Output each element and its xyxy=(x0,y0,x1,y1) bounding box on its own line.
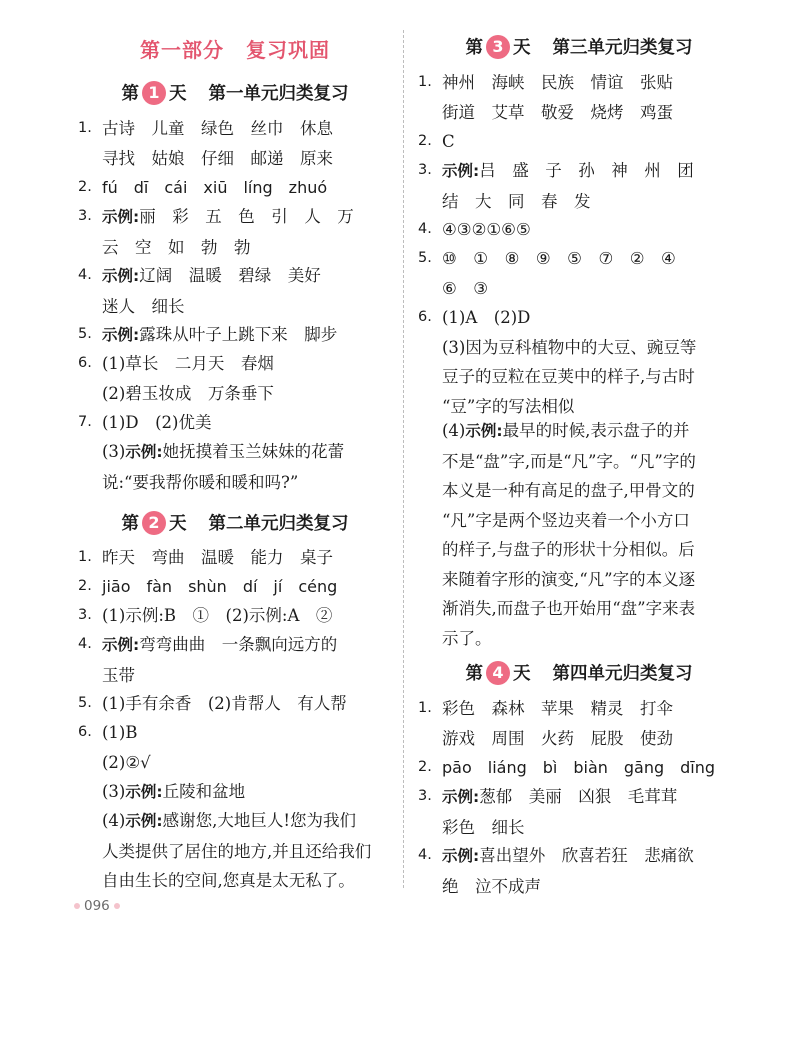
answer-item xyxy=(78,114,392,173)
day-word-prefix: 第 xyxy=(465,38,483,58)
answer-body xyxy=(442,841,740,901)
answer-line xyxy=(442,244,740,274)
answer-body xyxy=(102,806,392,896)
example-label: 示例: xyxy=(102,326,140,344)
answer-line xyxy=(442,303,740,333)
answer-text: 的样子,与盘子的形状十分相似。后 xyxy=(442,540,695,559)
answer-body xyxy=(102,572,392,602)
answer-text: 丽 彩 五 色 引 人 万 xyxy=(139,207,354,226)
day-heading xyxy=(78,510,392,535)
answer-line xyxy=(102,837,392,867)
answer-body xyxy=(102,114,392,173)
example-label: 示例: xyxy=(442,788,480,806)
answer-body xyxy=(102,630,392,690)
example-label: 示例: xyxy=(442,847,480,865)
answer-text: 云 空 如 勃 勃 xyxy=(102,237,251,257)
answer-line xyxy=(442,362,740,392)
day-subtitle: 第二单元归类复习 xyxy=(208,514,349,534)
answer-line xyxy=(102,806,392,837)
example-label: 示例: xyxy=(125,812,163,830)
answer-body xyxy=(102,320,392,351)
answer-line xyxy=(102,718,392,748)
item-number: 3. xyxy=(418,788,432,804)
answer-line xyxy=(442,416,740,447)
item-number: 3. xyxy=(418,162,432,178)
answer-text: 说:“要我帮你暖和暖和吗?” xyxy=(102,472,299,492)
item-number: 1. xyxy=(418,700,432,716)
answer-text: 丘陵和盆地 xyxy=(162,782,246,801)
example-label: 示例: xyxy=(125,783,163,801)
answer-body xyxy=(102,777,392,808)
answer-line xyxy=(442,447,740,477)
answer-body xyxy=(442,215,740,245)
answer-line xyxy=(102,777,392,808)
item-number: 6. xyxy=(418,309,432,325)
answer-text: ⑩ ① ⑧ ⑨ ⑤ ⑦ ② ④ xyxy=(442,249,676,268)
page-dot-left xyxy=(74,903,80,909)
answer-text: (1)草长 二月天 春烟 xyxy=(102,354,274,373)
item-number: 2. xyxy=(78,578,92,594)
item-number: 5. xyxy=(78,326,92,342)
answer-line xyxy=(442,694,740,724)
answer-line xyxy=(442,156,740,187)
answer-text: 豆子的豆粒在豆荚中的样子,与古时 xyxy=(442,367,695,386)
answer-line xyxy=(102,630,392,661)
sub-question-prefix: (4) xyxy=(102,811,126,830)
answer-text: 感谢您,大地巨人!您为我们 xyxy=(162,811,356,830)
answer-item xyxy=(418,753,740,783)
answer-line xyxy=(102,572,392,602)
answer-text: 彩色 森林 苹果 精灵 打伞 xyxy=(442,699,673,718)
item-number: 7. xyxy=(78,414,92,430)
answer-text: (2)碧玉妆成 万条垂下 xyxy=(102,383,274,403)
answer-body xyxy=(102,689,392,719)
answer-text: 她抚摸着玉兰妹妹的花蕾 xyxy=(162,442,345,461)
answer-line xyxy=(442,98,740,128)
answer-item xyxy=(78,630,392,690)
answer-text: (1)A (2)D xyxy=(442,308,531,327)
page-number xyxy=(70,898,124,914)
answer-line xyxy=(102,144,392,174)
answer-line xyxy=(442,753,740,783)
answer-line xyxy=(442,535,740,565)
item-number: 1. xyxy=(78,549,92,565)
answer-item xyxy=(78,349,392,408)
answer-text: 人类提供了居住的地方,并且还给我们 xyxy=(102,841,372,861)
answer-item xyxy=(78,572,392,602)
answer-body xyxy=(102,202,392,262)
answer-text: (1)手有余香 (2)肯帮人 有人帮 xyxy=(102,694,347,713)
answer-text: 神州 海峡 民族 情谊 张贴 xyxy=(442,73,673,92)
answer-line xyxy=(102,261,392,292)
answer-text: pāo liáng bì biàn gāng dīng xyxy=(442,758,716,777)
day-subtitle: 第一单元归类复习 xyxy=(208,84,349,104)
answer-line xyxy=(102,202,392,233)
answer-line xyxy=(102,173,392,203)
answer-text: 不是“盘”字,而是“凡”字。“凡”字的 xyxy=(442,451,696,471)
item-number: 2. xyxy=(418,133,432,149)
answer-line xyxy=(102,379,392,409)
page-number-text: 096 xyxy=(84,898,110,914)
answer-text: 古诗 儿童 绿色 丝巾 休息 xyxy=(102,119,333,138)
answer-body xyxy=(102,173,392,203)
answer-line xyxy=(442,872,740,902)
answer-text: 渐消失,而盘子也开始用“盘”字来表 xyxy=(442,599,696,618)
answer-text: 玉带 xyxy=(102,665,135,685)
example-label: 示例: xyxy=(102,636,140,654)
answer-item xyxy=(78,320,392,351)
answer-line xyxy=(442,782,740,813)
item-number: 2. xyxy=(418,759,432,775)
answer-text: (2)②√ xyxy=(102,752,151,772)
answer-text: 葱郁 美丽 凶狠 毛茸茸 xyxy=(479,787,678,806)
answer-line xyxy=(442,333,740,363)
answer-line xyxy=(102,601,392,631)
column-divider xyxy=(403,30,404,888)
answer-item xyxy=(78,543,392,573)
item-number: 2. xyxy=(78,179,92,195)
day-heading xyxy=(78,80,392,105)
example-label: 示例: xyxy=(125,443,163,461)
answer-line xyxy=(442,476,740,506)
item-number: 6. xyxy=(78,355,92,371)
answer-line xyxy=(442,68,740,98)
answer-text: C xyxy=(442,132,455,151)
day-word-suffix: 天 xyxy=(169,84,187,104)
answer-line xyxy=(442,565,740,595)
answer-line xyxy=(442,274,740,304)
answer-text: 昨天 弯曲 温暖 能力 桌子 xyxy=(102,548,333,567)
day-heading xyxy=(418,34,740,59)
answer-text: fú dī cái xiū líng zhuó xyxy=(102,178,328,197)
answer-item xyxy=(418,782,740,842)
item-number: 3. xyxy=(78,607,92,623)
answer-text: “凡”字是两个竖边夹着一个小方口 xyxy=(442,510,690,530)
answer-body xyxy=(442,303,740,421)
answer-line xyxy=(102,866,392,896)
answer-text: jiāo fàn shùn dí jí céng xyxy=(102,577,338,596)
answer-item xyxy=(418,156,740,216)
page-dot-right xyxy=(114,903,120,909)
day-subtitle: 第三单元归类复习 xyxy=(552,38,693,58)
answer-item xyxy=(418,215,740,245)
answer-text: 寻找 姑娘 仔细 邮递 原来 xyxy=(102,148,333,168)
answer-item xyxy=(418,303,740,421)
answer-body xyxy=(102,408,392,438)
item-number: 3. xyxy=(78,208,92,224)
answer-line xyxy=(102,543,392,573)
example-label: 示例: xyxy=(465,422,503,440)
answer-item xyxy=(78,437,392,497)
answer-text: 游戏 周围 火药 屁股 使劲 xyxy=(442,728,673,748)
part-label: 第一部分 xyxy=(140,38,224,62)
item-number: 4. xyxy=(78,267,92,283)
day-number-badge: 4 xyxy=(486,661,510,685)
example-label: 示例: xyxy=(102,208,140,226)
answer-line xyxy=(442,841,740,872)
answer-body xyxy=(442,782,740,842)
answer-body xyxy=(442,68,740,127)
answer-text: (1)示例:B ① (2)示例:A ② xyxy=(102,606,333,625)
answer-item xyxy=(418,694,740,753)
answer-line xyxy=(442,215,740,245)
answer-text: 吕 盛 子 孙 神 州 团 xyxy=(479,161,694,180)
answer-text: 彩色 细长 xyxy=(442,817,525,837)
answer-body xyxy=(102,718,392,777)
answer-item xyxy=(78,718,392,777)
answer-text: 来随着字形的演变,“凡”字的本义逐 xyxy=(442,569,696,589)
answer-line xyxy=(442,594,740,624)
answer-line xyxy=(102,408,392,438)
answer-line xyxy=(442,624,740,654)
answer-line xyxy=(442,506,740,536)
day-word-suffix: 天 xyxy=(513,38,531,58)
answer-item xyxy=(418,841,740,901)
day-subtitle: 第四单元归类复习 xyxy=(552,664,693,684)
answer-item xyxy=(78,173,392,203)
day-number-badge: 3 xyxy=(486,35,510,59)
answer-line xyxy=(102,233,392,263)
answer-body xyxy=(102,349,392,408)
item-number: 4. xyxy=(418,847,432,863)
item-number: 6. xyxy=(78,724,92,740)
item-number: 4. xyxy=(78,636,92,652)
answer-item xyxy=(78,806,392,896)
answer-text: ⑥ ③ xyxy=(442,278,489,298)
day-word-prefix: 第 xyxy=(465,664,483,684)
answer-line xyxy=(442,724,740,754)
answer-item xyxy=(78,777,392,808)
answer-body xyxy=(442,694,740,753)
item-number: 1. xyxy=(418,74,432,90)
answer-body xyxy=(102,601,392,631)
day-heading xyxy=(418,660,740,685)
answer-item xyxy=(418,68,740,127)
answer-item xyxy=(78,202,392,262)
part-name: 复习巩固 xyxy=(246,38,330,62)
answer-text: 示了。 xyxy=(442,628,492,648)
answer-text: 街道 艾草 敬爱 烧烤 鸡蛋 xyxy=(442,102,673,122)
answer-body xyxy=(102,437,392,497)
sub-question-prefix: (3) xyxy=(102,442,126,461)
sub-question-prefix: (3) xyxy=(102,782,126,801)
answer-text: 自由生长的空间,您真是太无私了。 xyxy=(102,871,355,890)
answer-line xyxy=(102,349,392,379)
answer-text: 结 大 同 春 发 xyxy=(442,191,591,211)
example-label: 示例: xyxy=(442,162,480,180)
answer-text: 喜出望外 欣喜若狂 悲痛欲 xyxy=(479,846,694,865)
answer-item xyxy=(78,261,392,321)
answer-line xyxy=(102,468,392,498)
answer-line xyxy=(442,813,740,843)
answer-body xyxy=(442,156,740,216)
answer-body xyxy=(442,127,740,157)
answer-text: (3)因为豆科植物中的大豆、豌豆等 xyxy=(442,337,697,357)
answer-text: ④③②①⑥⑤ xyxy=(442,220,531,239)
answer-item xyxy=(418,127,740,157)
answer-line xyxy=(102,748,392,778)
answer-body xyxy=(442,416,740,653)
answer-body xyxy=(442,753,740,783)
item-number: 1. xyxy=(78,120,92,136)
day-word-suffix: 天 xyxy=(513,664,531,684)
item-number: 4. xyxy=(418,221,432,237)
answer-text: 绝 泣不成声 xyxy=(442,876,541,896)
answer-text: 迷人 细长 xyxy=(102,296,185,316)
answer-item xyxy=(78,601,392,631)
answer-line xyxy=(442,187,740,217)
day-word-prefix: 第 xyxy=(121,514,139,534)
item-number: 5. xyxy=(78,695,92,711)
answer-body xyxy=(102,261,392,321)
answer-line xyxy=(102,292,392,322)
answer-text: 辽阔 温暖 碧绿 美好 xyxy=(139,266,321,285)
answer-item xyxy=(78,408,392,438)
day-word-suffix: 天 xyxy=(169,514,187,534)
answer-text: 弯弯曲曲 一条飘向远方的 xyxy=(139,635,338,654)
answer-item xyxy=(78,689,392,719)
sub-question-prefix: (4) xyxy=(442,421,466,440)
answer-line xyxy=(102,661,392,691)
day-number-badge: 2 xyxy=(142,511,166,535)
answer-body xyxy=(442,244,740,303)
answer-text: (1)B xyxy=(102,723,138,742)
answer-line xyxy=(102,114,392,144)
answer-item xyxy=(418,416,740,653)
answer-line xyxy=(102,437,392,468)
answer-line xyxy=(442,127,740,157)
answer-text: “豆”字的写法相似 xyxy=(442,396,575,416)
answer-text: 本义是一种有高足的盘子,甲骨文的 xyxy=(442,481,695,500)
item-number: 5. xyxy=(418,250,432,266)
day-number-badge: 1 xyxy=(142,81,166,105)
answer-text: 最早的时候,表示盘子的并 xyxy=(502,421,690,440)
answer-line xyxy=(102,320,392,351)
answer-item xyxy=(418,244,740,303)
day-word-prefix: 第 xyxy=(121,84,139,104)
answer-text: (1)D (2)优美 xyxy=(102,413,212,432)
answer-text: 露珠从叶子上跳下来 脚步 xyxy=(139,325,338,344)
answer-body xyxy=(102,543,392,573)
answer-line xyxy=(102,689,392,719)
example-label: 示例: xyxy=(102,267,140,285)
part-title xyxy=(78,34,392,63)
